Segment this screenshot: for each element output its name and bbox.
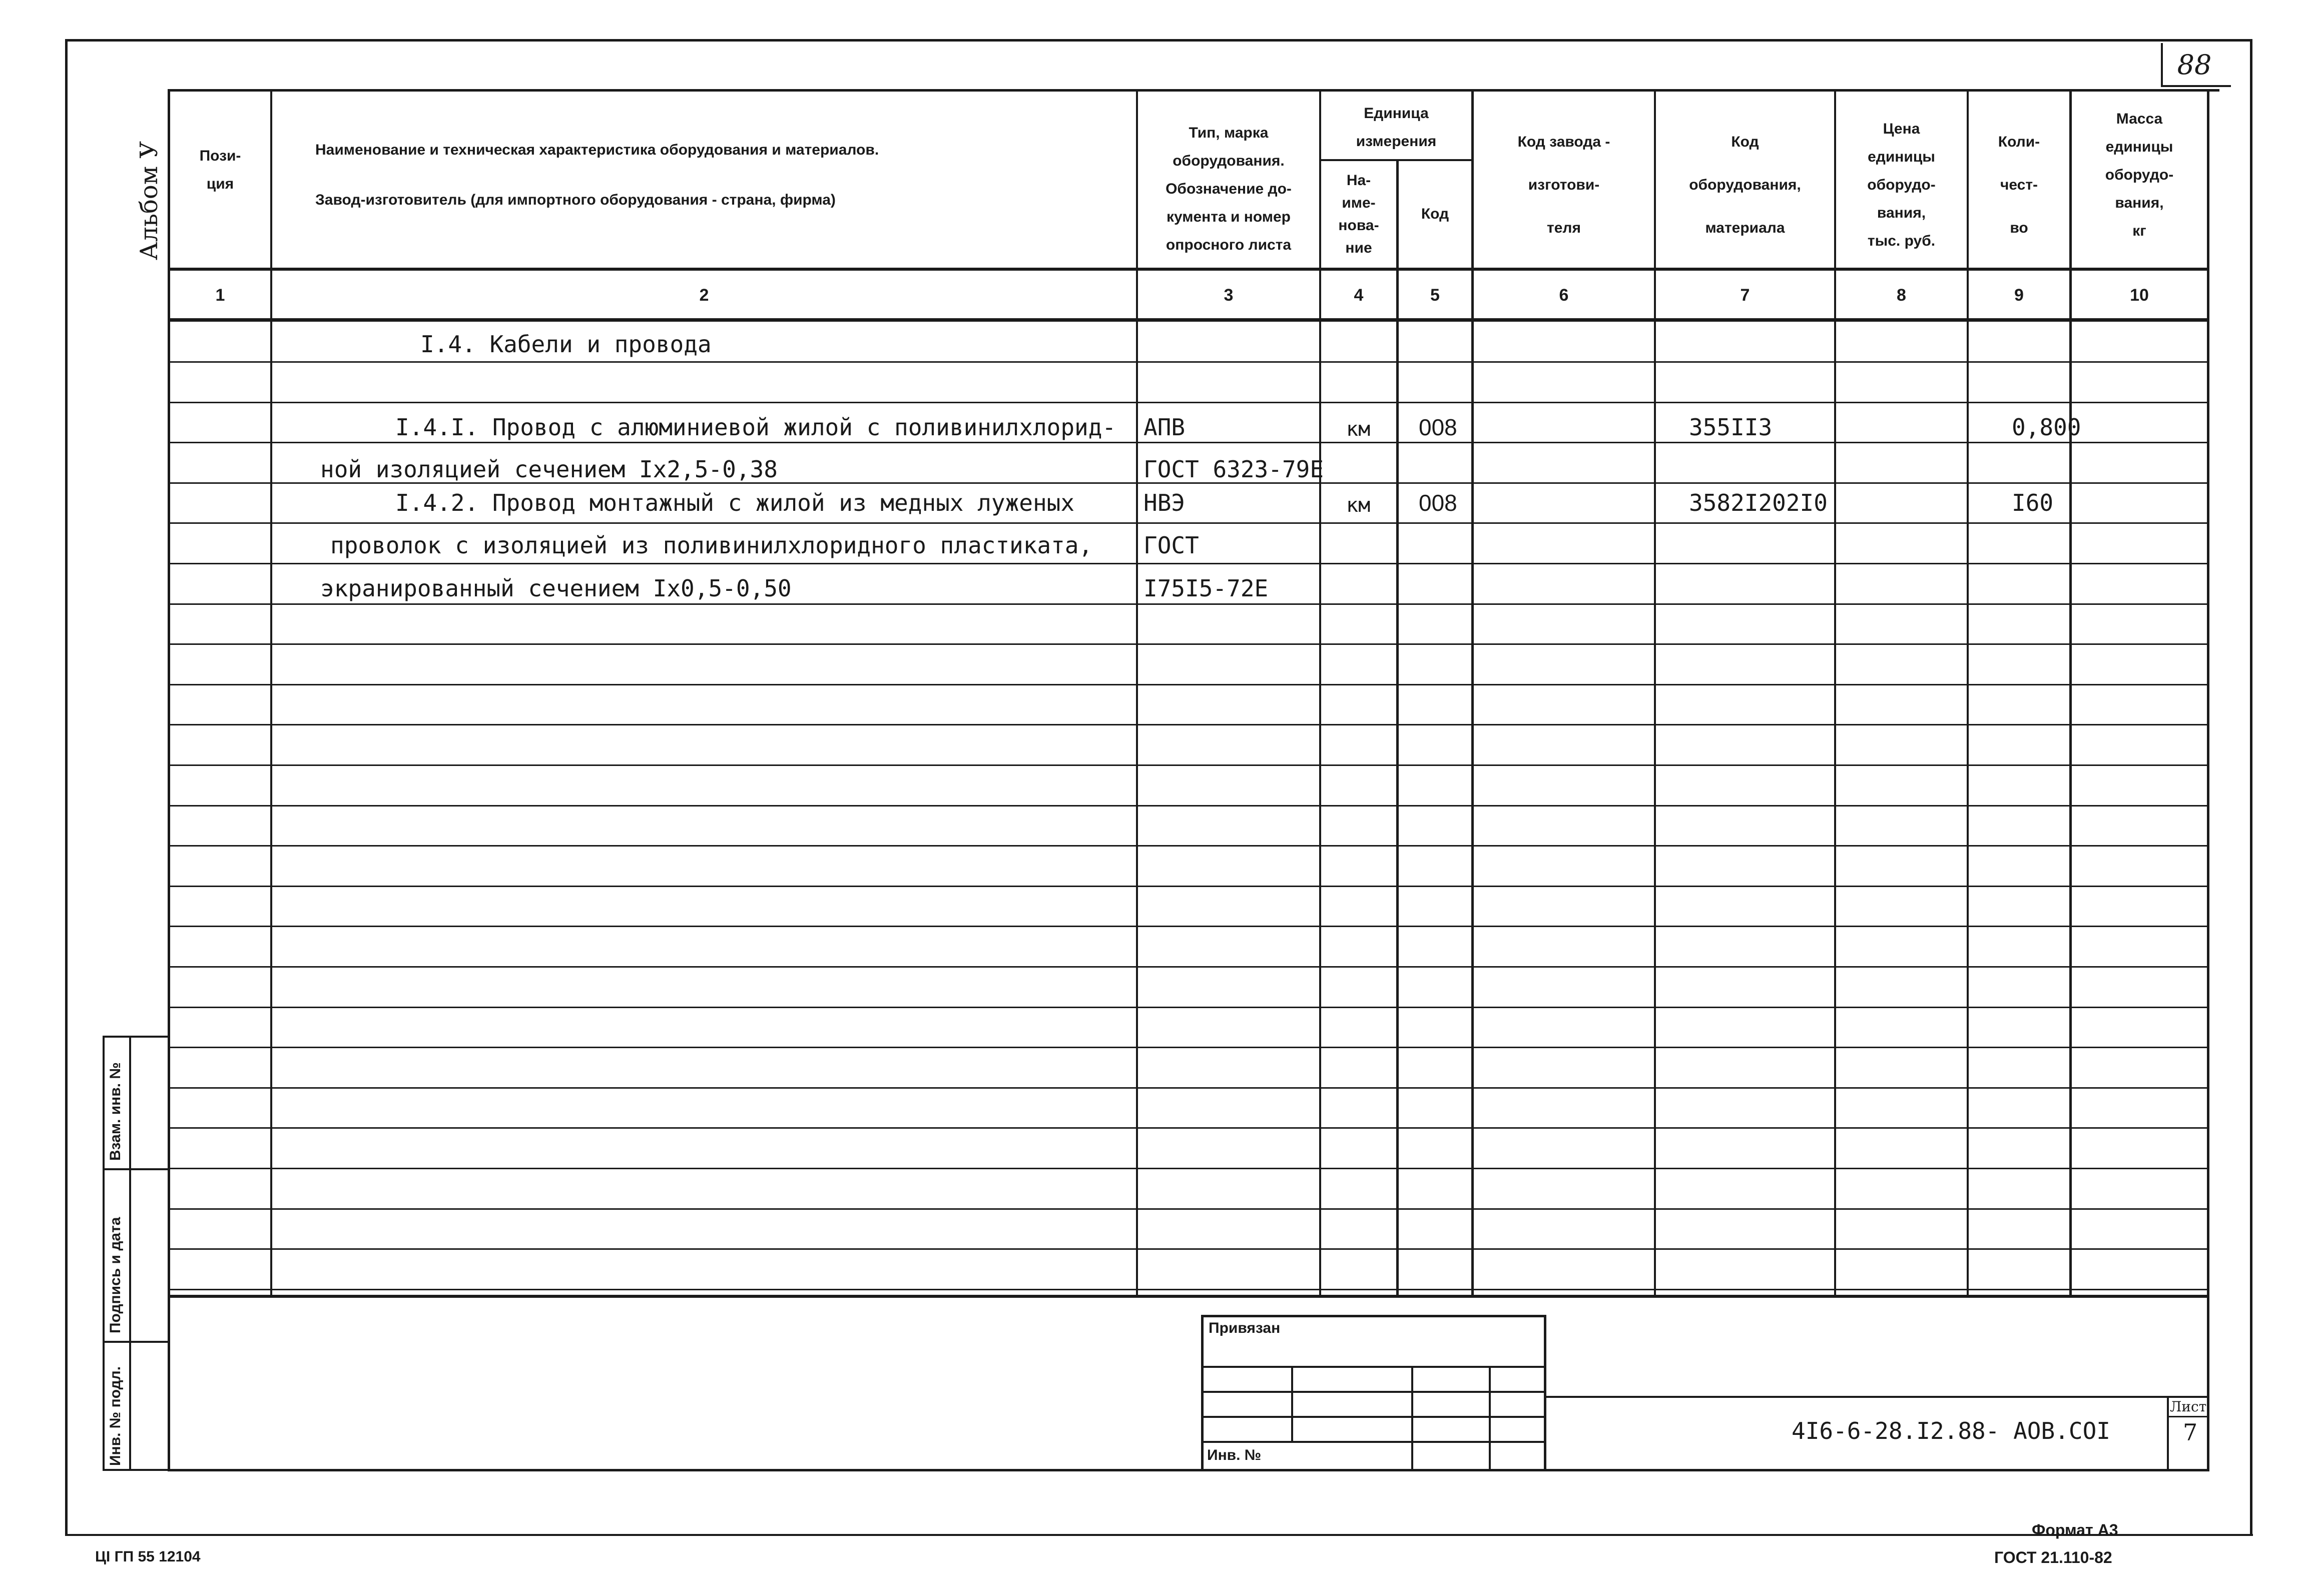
item1-type-doc: ГОСТ 6323-79Е <box>1143 456 1324 483</box>
item2-unit-code: 008 <box>1419 490 1457 516</box>
side-stamp-top <box>103 1036 168 1038</box>
stamp-box-top <box>1201 1315 1546 1317</box>
header-position: Пози- ция <box>199 148 241 192</box>
stamp-box-row1 <box>1201 1366 1546 1368</box>
album-label: Альбом У <box>135 141 163 260</box>
footer-gost: ГОСТ 21.110-82 <box>1994 1548 2112 1566</box>
outer-frame-bottom <box>65 1534 2253 1536</box>
colnum-2: 2 <box>699 286 709 305</box>
footer-left-code: ЦI ГП 55 12104 <box>95 1548 201 1565</box>
body-rule-line <box>170 361 2207 363</box>
body-rule-line <box>170 764 2207 766</box>
item2-type: НВЭ <box>1143 489 1186 516</box>
body-rule-line <box>170 845 2207 847</box>
body-rule-line <box>170 643 2207 645</box>
header-quantity: Коли- чест- во <box>1998 134 2040 236</box>
body-rule-line <box>170 1007 2207 1008</box>
item1-equipment-code: 355II3 <box>1689 414 1773 441</box>
sheet-corner-number: 88 <box>2177 49 2212 81</box>
side-stamp-vzam-inv: Взам. инв. № <box>107 1062 124 1161</box>
table-right <box>2207 89 2209 1470</box>
side-stamp-sep1 <box>103 1168 168 1170</box>
header-mass: Масса единицы оборудо- вания, кг <box>2105 111 2174 239</box>
body-rule-line <box>170 886 2207 887</box>
code-row-top <box>1546 1396 2209 1398</box>
side-stamp-bottom <box>103 1469 168 1471</box>
stamp-box-col1 <box>1291 1366 1293 1441</box>
side-stamp-left <box>103 1036 105 1470</box>
body-rule-line <box>170 1047 2207 1048</box>
colnum-4: 4 <box>1354 286 1364 305</box>
header-price: Цена единицы оборудо- вания, тыс. руб. <box>1867 121 1936 249</box>
item1-unit-code: 008 <box>1419 414 1457 440</box>
body-rule-line <box>170 684 2207 685</box>
col-line-4 <box>1396 160 1399 1296</box>
item2-type-doc-number: I75I5-72Е <box>1143 575 1269 602</box>
item1-quantity: 0,800 <box>2012 414 2081 441</box>
stamp-box-col2 <box>1411 1366 1413 1470</box>
unit-group-divider <box>1319 159 1472 161</box>
colnum-5: 5 <box>1430 286 1440 305</box>
header-factory-code: Код завода - изготови- теля <box>1517 134 1610 236</box>
colnum-7: 7 <box>1740 286 1750 305</box>
body-rule-line <box>170 926 2207 927</box>
body-rule-line <box>170 603 2207 605</box>
item2-type-doc: ГОСТ <box>1143 532 1199 559</box>
header-type: Тип, марка оборудования. Обозначение до- кумента и номер опросного листа <box>1166 124 1292 253</box>
side-stamp-sep2 <box>103 1341 168 1343</box>
stamp-box-row2 <box>1201 1391 1546 1393</box>
stamp-box-col3 <box>1489 1366 1491 1470</box>
item1-unit: км <box>1346 418 1371 441</box>
item2-equipment-code: 3582I202I0 <box>1689 489 1828 516</box>
header-unit-code: Код <box>1421 205 1449 222</box>
side-stamp-signature-date: Подпись и дата <box>107 1217 124 1333</box>
side-stamp-inv-podl: Инв. № подл. <box>107 1366 124 1466</box>
document-code: 4I6-6-28.I2.88- АОВ.СОI <box>1792 1417 2110 1444</box>
body-rule-line <box>170 1087 2207 1089</box>
body-rule-line <box>170 724 2207 725</box>
stamp-box-row3 <box>1201 1416 1546 1418</box>
header-unit-group: Единица измерения <box>1356 105 1437 150</box>
colnum-6: 6 <box>1559 286 1569 305</box>
sheet-box-left <box>2167 1396 2169 1470</box>
body-rule-line <box>170 805 2207 807</box>
body-rule-line <box>170 1248 2207 1250</box>
titleblock-top <box>168 1295 2209 1298</box>
item2-name-line1: I.4.2. Провод монтажный с жилой из медных луженых <box>395 489 1075 516</box>
colnum-3: 3 <box>1224 286 1234 305</box>
stamp-box-row4 <box>1201 1441 1546 1443</box>
body-rule-line <box>170 1127 2207 1129</box>
item2-name-line3: экранированный сечением Iх0,5-0,50 <box>320 575 792 602</box>
sheet-number: 7 <box>2183 1419 2198 1446</box>
side-stamp-inner <box>129 1036 131 1470</box>
body-rule-line <box>170 402 2207 403</box>
corner-box-bottom <box>2161 85 2231 87</box>
colnum-10: 10 <box>2130 286 2149 305</box>
colnum-8: 8 <box>1897 286 1906 305</box>
item1-name-line1: I.4.I. Провод с алюминиевой жилой с поливинилхлорид- <box>395 414 1116 441</box>
body-rule-line <box>170 1168 2207 1169</box>
footer-format: Формат А3 <box>2032 1521 2118 1539</box>
stamp-privyazan: Привязан <box>1209 1320 1281 1336</box>
outer-frame-left <box>65 39 68 1535</box>
colnum-9: 9 <box>2014 286 2024 305</box>
body-rule-line <box>170 966 2207 968</box>
section-title: I.4. Кабели и провода <box>420 331 712 358</box>
header-unit-name: На- име- нова- ние <box>1338 172 1379 256</box>
item2-name-line2: проволок с изоляцией из поливинилхлоридного пластиката, <box>330 532 1093 559</box>
stamp-inv-no: Инв. № <box>1207 1447 1262 1463</box>
table-top <box>168 89 2219 92</box>
body-rule-line <box>170 563 2207 564</box>
item1-type: АПВ <box>1143 414 1186 441</box>
header-equipment-code: Код оборудования, материала <box>1689 134 1801 236</box>
header-name: Наименование и техническая характеристика оборудования и материалов. Завод-изготовитель (для импортного оборудования - страна, фирма) <box>315 142 879 208</box>
colnum-1: 1 <box>215 286 225 305</box>
table-bottom <box>168 1469 2209 1471</box>
sheet-box-divider <box>2167 1416 2209 1417</box>
outer-frame-top <box>65 39 2252 42</box>
item1-name-line2: ной изоляцией сечением Iх2,5-0,38 <box>320 456 778 483</box>
outer-frame-right <box>2250 39 2252 1535</box>
item2-quantity: I60 <box>2012 489 2054 516</box>
body-rule-line <box>170 522 2207 524</box>
sheet-label: Лист <box>2170 1398 2207 1415</box>
item2-unit: км <box>1346 494 1371 517</box>
body-rule-line <box>170 1208 2207 1210</box>
body-rule-line <box>170 1289 2207 1290</box>
